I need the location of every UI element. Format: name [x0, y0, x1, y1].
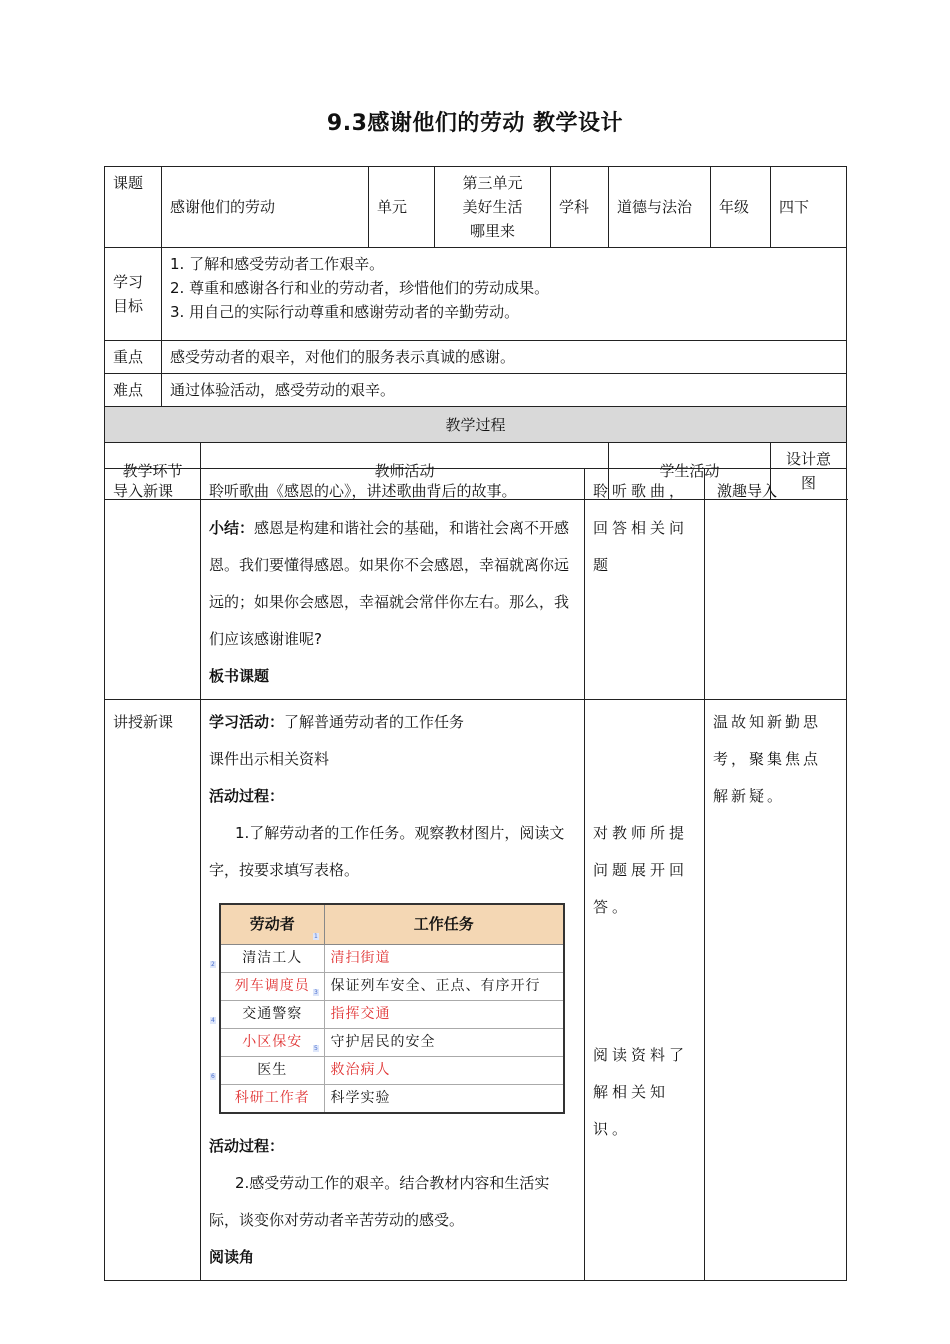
- lecture-activity-label: 学习活动：: [209, 713, 285, 731]
- table-row: [220, 1085, 564, 1114]
- worker-table-figure: [211, 903, 565, 1114]
- lecture-courseware: 课件出示相关资料: [209, 750, 330, 768]
- unit-value-line1: 第三单元: [462, 174, 523, 192]
- task-cell: 科学实验: [324, 1085, 564, 1114]
- goals-label-line1: 学习: [113, 273, 144, 291]
- difficulty-label: 难点: [105, 374, 162, 407]
- header-row: [105, 167, 847, 248]
- unit-label: 单元: [369, 167, 435, 248]
- marker-badge: 3: [314, 989, 318, 996]
- intro-stage: 导入新课: [105, 469, 201, 700]
- column-header-stage: 教学环节: [105, 443, 201, 500]
- lecture-row: [105, 700, 847, 1281]
- lecture-process-label-1: 活动过程：: [209, 787, 285, 805]
- marker-badge: 6: [211, 1073, 215, 1080]
- table-row: [220, 945, 564, 973]
- worker-table-header-task: 工作任务: [324, 904, 564, 945]
- unit-value-line3: 哪里来: [470, 222, 516, 240]
- intro-teacher-activity: [201, 469, 585, 700]
- topic-value: 感谢他们的劳动: [162, 167, 369, 248]
- lecture-intent: 温故知新勤思考，聚集焦点解新疑。: [705, 700, 847, 1281]
- column-header-intent: 设计意图: [771, 443, 847, 500]
- process-table: [104, 468, 847, 1281]
- task-cell: 保证列车安全、正点、有序开行: [324, 973, 564, 1001]
- goals-label-line2: 目标: [113, 297, 144, 315]
- column-header-student: 学生活动: [609, 443, 771, 500]
- lecture-process-label-2: 活动过程：: [209, 1137, 285, 1155]
- lecture-stage: 讲授新课: [105, 700, 201, 1281]
- worker-cell: 列车调度员: [220, 973, 324, 1001]
- table-row: [220, 1001, 564, 1029]
- key-point-label: 重点: [105, 341, 162, 374]
- column-header-teacher: 教师活动: [201, 443, 609, 500]
- difficulty-value: 通过体验活动，感受劳动的艰辛。: [162, 374, 847, 407]
- intro-student-activity: 聆听歌曲，回答相关问题: [585, 469, 705, 700]
- worker-table-header-worker: 劳动者: [220, 904, 324, 945]
- lecture-step-1: 1.了解劳动者的工作任务。观察教材图片，阅读文字，按要求填写表格。: [209, 824, 565, 879]
- marker-badge: 5: [314, 1045, 318, 1052]
- goal-item: 1. 了解和感受劳动者工作艰辛。: [170, 255, 385, 273]
- goals-list: [162, 248, 847, 341]
- intro-summary-text: 感恩是构建和谐社会的基础，和谐社会离不开感恩。我们要懂得感恩。如果你不会感恩，幸福就离你远远的；如果你会感恩，幸福就会常伴你左右。那么，我们应该感谢谁呢?: [209, 519, 570, 648]
- table-row: [220, 973, 564, 1001]
- key-point-row: [105, 341, 847, 374]
- task-cell: 救治病人: [324, 1057, 564, 1085]
- intro-board-title: 板书课题: [209, 667, 270, 685]
- key-point-value: 感受劳动者的艰辛，对他们的服务表示真诚的感谢。: [162, 341, 847, 374]
- document-title: 9.3感谢他们的劳动 教学设计: [326, 111, 624, 136]
- lecture-reading-corner: 阅读角: [209, 1248, 255, 1266]
- intro-intent: 激趣导入: [705, 469, 847, 700]
- grade-value: 四下: [771, 167, 847, 248]
- worker-table: [219, 903, 565, 1114]
- unit-value-line2: 美好生活: [462, 198, 523, 216]
- intro-row: [105, 469, 847, 700]
- lecture-teacher-activity: [201, 700, 585, 1281]
- process-title-row: [105, 407, 847, 443]
- task-cell: 守护居民的安全: [324, 1029, 564, 1057]
- table-row: [220, 1057, 564, 1085]
- goals-row: [105, 248, 847, 341]
- marker-badge: 2: [211, 961, 215, 968]
- unit-value: [435, 167, 551, 248]
- worker-cell: 清洁工人: [220, 945, 324, 973]
- process-title: 教学过程: [105, 407, 847, 443]
- worker-cell: 科研工作者: [220, 1085, 324, 1114]
- topic-label: 课题: [105, 167, 162, 248]
- lecture-student-reading: 阅读资料了解相关知识。: [593, 1046, 689, 1138]
- table-row: [220, 1029, 564, 1057]
- lecture-activity: [209, 704, 576, 741]
- grade-label: 年级: [711, 167, 771, 248]
- subject-label: 学科: [551, 167, 609, 248]
- worker-cell: 医生: [220, 1057, 324, 1085]
- subject-value: 道德与法治: [609, 167, 711, 248]
- lecture-student-activity: [585, 700, 705, 1281]
- lecture-step-2: 2.感受劳动工作的艰辛。结合教材内容和生活实际，谈变你对劳动者辛苦劳动的感受。: [209, 1174, 550, 1229]
- difficulty-row: [105, 374, 847, 407]
- intro-summary-label: 小结：: [209, 519, 255, 537]
- goal-item: 3. 用自己的实际行动尊重和感谢劳动者的辛勤劳动。: [170, 303, 520, 321]
- marker-badge: 4: [211, 1017, 215, 1024]
- marker-badge: 1: [314, 933, 318, 940]
- lesson-plan-table: [104, 166, 847, 500]
- worker-cell: 小区保安: [220, 1029, 324, 1057]
- lecture-activity-text: 了解普通劳动者的工作任务: [284, 713, 465, 731]
- goals-label: [105, 248, 162, 341]
- goal-item: 2. 尊重和感谢各行和业的劳动者，珍惜他们的劳动成果。: [170, 279, 550, 297]
- task-cell: 清扫街道: [324, 945, 564, 973]
- intro-summary: [209, 510, 576, 658]
- worker-cell: 交通警察: [220, 1001, 324, 1029]
- lecture-student-answer: 对教师所提问题展开回答。: [593, 824, 689, 916]
- task-cell: 指挥交通: [324, 1001, 564, 1029]
- intro-teacher-line: 聆听歌曲《感恩的心》，讲述歌曲背后的故事。: [209, 482, 517, 500]
